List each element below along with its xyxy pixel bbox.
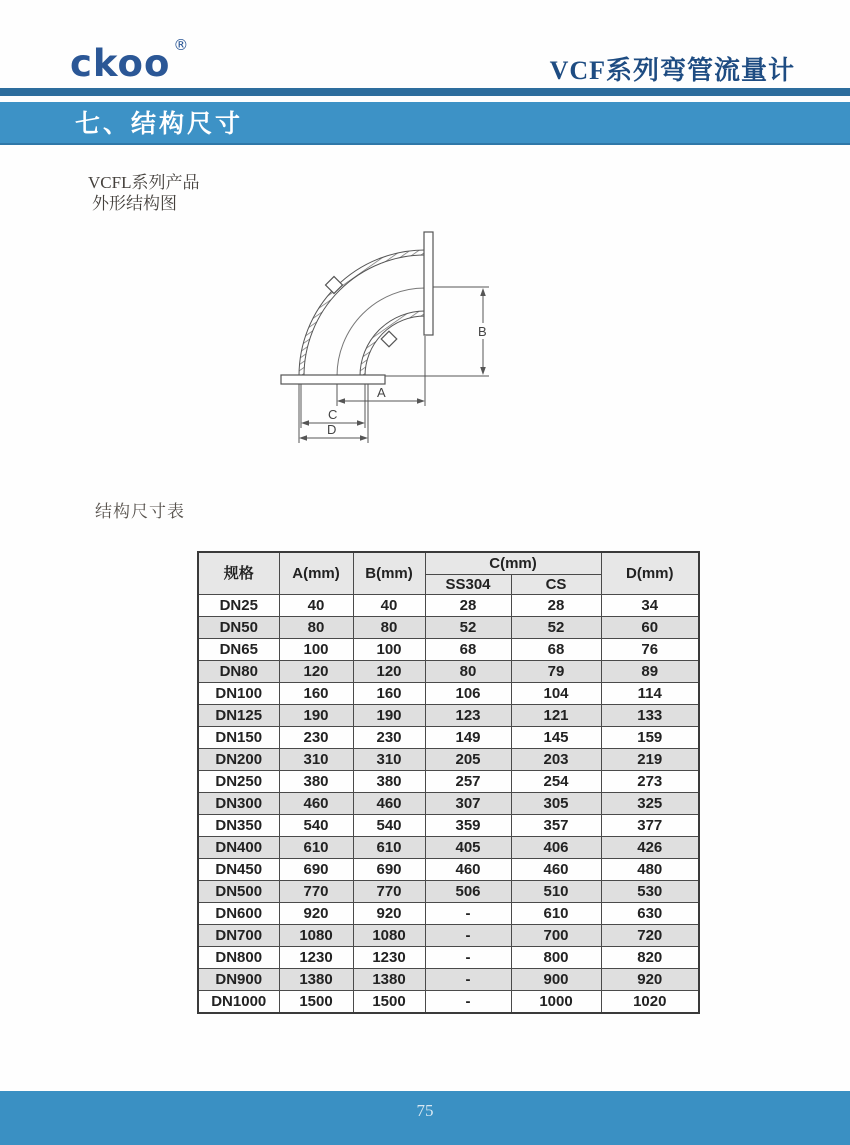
table-cell: 160 [353,683,425,705]
table-row [198,859,699,881]
table-cell: 1500 [353,991,425,1014]
table-cell: 1500 [279,991,353,1014]
table-cell: 1000 [511,991,601,1014]
table-cell: 60 [601,617,699,639]
table-cell: 149 [425,727,511,749]
table-cell: 76 [601,639,699,661]
table-cell: 460 [279,793,353,815]
dimension-B [476,288,490,375]
section-banner [0,102,850,145]
table-cell: - [425,903,511,925]
table-cell: 104 [511,683,601,705]
table-cell: 68 [425,639,511,661]
table-cell: DN1000 [198,991,279,1014]
table-header [198,552,699,595]
table-row [198,925,699,947]
inner-wall-hatch [363,314,426,377]
table-cell: 510 [511,881,601,903]
table-cell: 123 [425,705,511,727]
table-cell: 52 [425,617,511,639]
dim-label-D: D [327,422,337,437]
table-cell: 1080 [353,925,425,947]
table-row [198,595,699,617]
table-cell: 120 [279,661,353,683]
col-header-cs: CS [511,575,601,595]
table-cell: 203 [511,749,601,771]
table-row [198,749,699,771]
brand-logo [70,36,189,85]
table-cell: 80 [425,661,511,683]
table-cell: DN50 [198,617,279,639]
table-cell: 770 [279,881,353,903]
document-title: VCF系列弯管流量计 [549,56,795,85]
table-cell: 190 [279,705,353,727]
table-row [198,727,699,749]
right-flange [424,232,433,335]
table-cell: 610 [279,837,353,859]
table-cell: 205 [425,749,511,771]
table-cell: 720 [601,925,699,947]
dimension-table [197,551,700,1014]
table-cell: 310 [279,749,353,771]
dimension-A [337,385,425,404]
dim-label-C: C [328,407,338,422]
inner-wall-edge-inner [365,316,425,376]
figure-caption [88,172,199,214]
table-cell: 610 [511,903,601,925]
table-cell: 380 [353,771,425,793]
table-row [198,881,699,903]
table-cell: DN450 [198,859,279,881]
table-cell: 307 [425,793,511,815]
table-row [198,617,699,639]
table-cell: DN700 [198,925,279,947]
table-cell: DN65 [198,639,279,661]
table-cell: 1380 [279,969,353,991]
table-cell: 506 [425,881,511,903]
table-cell: 325 [601,793,699,815]
table-cell: 690 [353,859,425,881]
table-cell: 357 [511,815,601,837]
table-cell: 377 [601,815,699,837]
table-cell: DN80 [198,661,279,683]
bottom-flange [281,375,385,384]
table-cell: DN900 [198,969,279,991]
table-cell: 89 [601,661,699,683]
table-row [198,991,699,1014]
col-header-b: B(mm) [353,552,425,595]
table-cell: 380 [279,771,353,793]
table-cell: 230 [279,727,353,749]
table-row [198,705,699,727]
table-cell: 460 [511,859,601,881]
table-cell: DN300 [198,793,279,815]
table-row [198,639,699,661]
table-cell: 106 [425,683,511,705]
table-cell: 257 [425,771,511,793]
table-cell: DN25 [198,595,279,617]
table-cell: 1380 [353,969,425,991]
col-header-spec: 规格 [198,552,279,595]
table-cell: 254 [511,771,601,793]
table-cell: 920 [279,903,353,925]
table-cell: 230 [353,727,425,749]
table-cell: 28 [511,595,601,617]
table-caption: 结构尺寸表 [95,502,185,521]
table-cell: 68 [511,639,601,661]
outer-sensor-tap [326,277,343,294]
table-cell: 79 [511,661,601,683]
table-cell: 159 [601,727,699,749]
table-row [198,837,699,859]
page-number: 75 [416,1101,434,1120]
table-row [198,661,699,683]
table-cell: - [425,991,511,1014]
table-cell: DN150 [198,727,279,749]
table-cell: 80 [279,617,353,639]
table-cell: DN200 [198,749,279,771]
table-cell: 820 [601,947,699,969]
table-cell: 540 [353,815,425,837]
table-cell: 920 [353,903,425,925]
elbow-dimension-drawing [268,225,500,450]
table-cell: 900 [511,969,601,991]
table-row [198,969,699,991]
dim-label-B: B [478,324,487,339]
table-cell: 540 [279,815,353,837]
table-cell: 190 [353,705,425,727]
table-cell: 40 [279,595,353,617]
table-cell: 480 [601,859,699,881]
table-cell: - [425,925,511,947]
table-cell: 1230 [279,947,353,969]
table-cell: DN500 [198,881,279,903]
table-cell: 530 [601,881,699,903]
table-cell: 630 [601,903,699,925]
table-cell: DN600 [198,903,279,925]
table-cell: 920 [601,969,699,991]
col-header-c-group: C(mm) [425,552,601,575]
table-cell: 800 [511,947,601,969]
table-cell: 121 [511,705,601,727]
col-header-ss304: SS304 [425,575,511,595]
table-cell: 133 [601,705,699,727]
table-row [198,793,699,815]
table-cell: - [425,969,511,991]
table-cell: DN350 [198,815,279,837]
col-header-a: A(mm) [279,552,353,595]
table-cell: DN400 [198,837,279,859]
table-cell: 160 [279,683,353,705]
brand-logo-text: ckoo [70,42,171,85]
table-cell: 145 [511,727,601,749]
registered-trademark-icon: ® [173,36,190,54]
table-cell: 610 [353,837,425,859]
table-cell: 114 [601,683,699,705]
table-cell: 1230 [353,947,425,969]
table-cell: 359 [425,815,511,837]
table-cell: DN125 [198,705,279,727]
figure-caption-line1: VCFL系列产品 [88,173,200,192]
table-cell: DN100 [198,683,279,705]
header-rule [0,88,850,96]
table-cell: 40 [353,595,425,617]
table-row [198,903,699,925]
table-row [198,947,699,969]
table-cell: 310 [353,749,425,771]
table-row [198,683,699,705]
table-cell: 405 [425,837,511,859]
table-cell: DN250 [198,771,279,793]
table-cell: 273 [601,771,699,793]
table-cell: 28 [425,595,511,617]
table-cell: 219 [601,749,699,771]
table-cell: 690 [279,859,353,881]
table-cell: 305 [511,793,601,815]
table-row [198,771,699,793]
table-cell: 406 [511,837,601,859]
table-cell: 460 [425,859,511,881]
table-cell: 426 [601,837,699,859]
figure-caption-line2: 外形结构图 [92,194,177,213]
table-cell: 1020 [601,991,699,1014]
col-header-d: D(mm) [601,552,699,595]
table-cell: 700 [511,925,601,947]
table-cell: 100 [279,639,353,661]
table-row [198,815,699,837]
table-body [198,595,699,1014]
section-title: 七、结构尺寸 [75,110,244,138]
table-cell: 1080 [279,925,353,947]
table-cell: - [425,947,511,969]
dim-label-A: A [377,385,386,400]
table-cell: 120 [353,661,425,683]
table-cell: DN800 [198,947,279,969]
table-cell: 34 [601,595,699,617]
table-cell: 770 [353,881,425,903]
table-cell: 100 [353,639,425,661]
table-cell: 460 [353,793,425,815]
table-cell: 52 [511,617,601,639]
table-cell: 80 [353,617,425,639]
inner-sensor-tap [381,331,397,347]
page-footer [0,1091,850,1145]
